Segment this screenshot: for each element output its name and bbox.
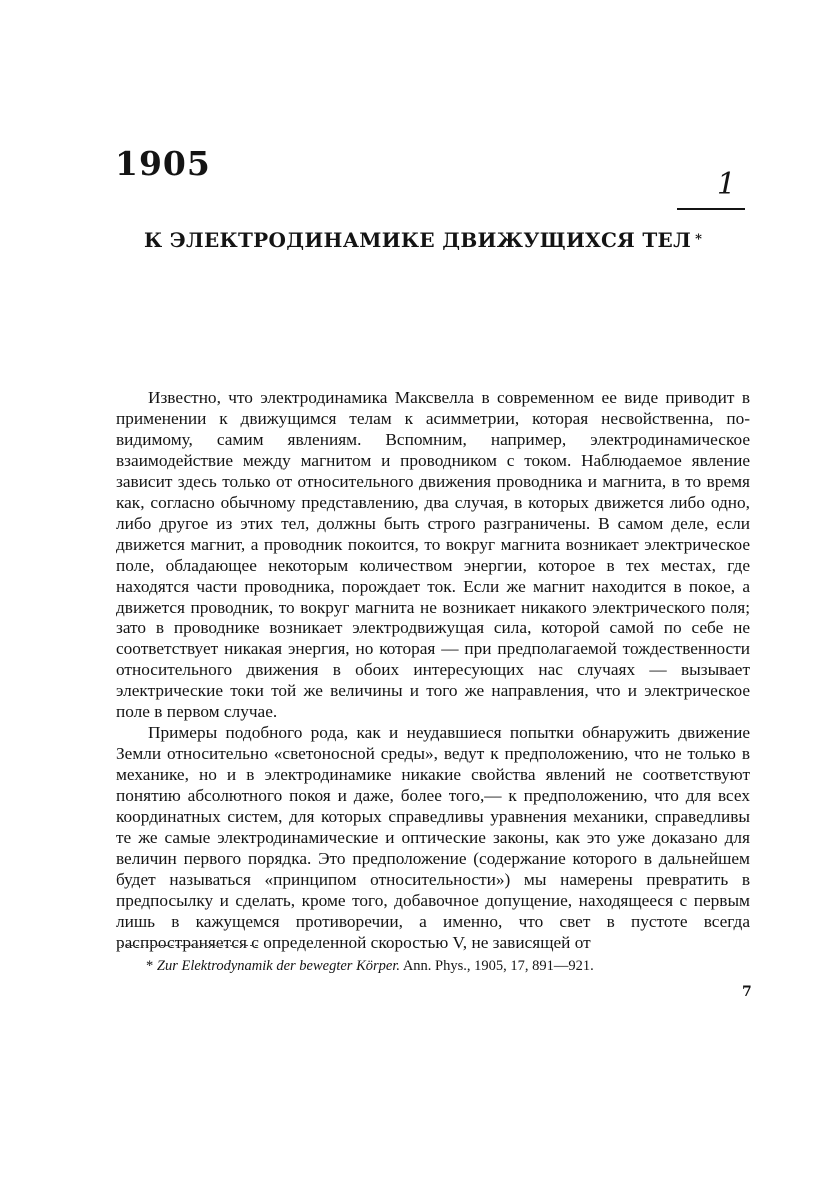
- paragraph-1: Известно, что электродинамика Максвелла в современном ее виде приводит в применении к движущимся телам к асимметрии, которая несвойственна, по-видимому, самим явлениям. Вспомним, например, электродинамическое взаимодействие между магнитом и проводником с током. Наблюдаемое явление зависит здесь только от относительного движения проводника и магнита, в то время как, согласно обычному представлению, два случая, в которых движется либо одно, либо другое из этих тел, должны быть строго разграничены. В самом деле, если движется магнит, а проводник покоится, то вокруг магнита возникает электрическое поле, обладающее некоторым количеством энергии, которое в тех местах, где находятся части проводника, порождает ток. Если же магнит находится в покое, а движется проводник, то вокруг магнита не возникает никакого электрического поля; зато в проводнике возникает электродвижущая сила, которой самой по себе не соответствует никакая энергия, но которая — при предполагаемой тождественности относительного движения в обоих интересующих нас случаях — вызывает электрические токи той же величины и того же направления, что и электрическое поле в первом случае.: [116, 388, 750, 722]
- paper-number: 1: [716, 167, 736, 202]
- page-number: 7: [742, 984, 752, 1000]
- paper-number-rule: [677, 208, 745, 210]
- article-title: [144, 226, 702, 254]
- footnote-source-title: Zur Elektrodynamik der bewegter Körper.: [156, 958, 400, 974]
- year-heading: 1905: [115, 144, 211, 183]
- footnote: [146, 956, 594, 976]
- paragraph-2: Примеры подобного рода, как и неудавшиеся попытки обнаружить движение Земли относительно «светоносной среды», ведут к предположению, что не только в механике, но и в электродинамике никакие свойства явлений не соответствуют понятию абсолютного покоя и даже, более того,— к предположению, что для всех координатных систем, для которых справедливы уравнения механики, справедливы те же самые электродинамические и оптические законы, как это уже доказано для величин первого порядка. Это предположение (содержание которого в дальнейшем будет называться «принципом относительности») мы намерены превратить в предпосылку и сделать, кроме того, добавочное допущение, находящееся с первым лишь в кажущемся противоречии, а именно, что свет в пустоте всегда распространяется с определенной скоростью V, не зависящей от: [116, 723, 750, 952]
- footnote-citation: Ann. Phys., 1905, 17, 891—921.: [402, 958, 594, 974]
- article-title-text: К ЭЛЕКТРОДИНАМИКЕ ДВИЖУЩИХСЯ ТЕЛ: [144, 228, 692, 252]
- body-text: [116, 388, 750, 954]
- title-footnote-mark: *: [695, 232, 703, 247]
- footnote-divider: [121, 945, 258, 946]
- footnote-mark: *: [146, 958, 154, 974]
